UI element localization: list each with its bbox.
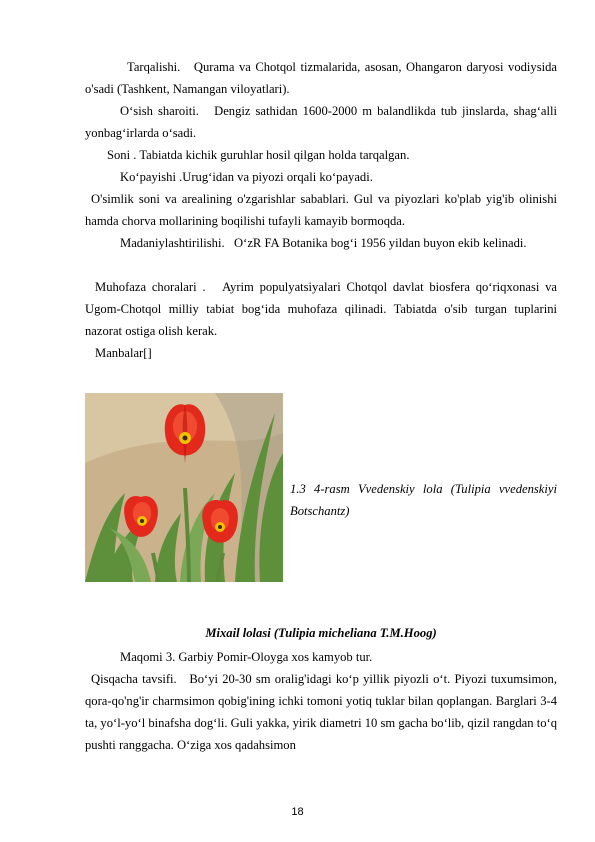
text-distribution: Qurama va Chotqol tizmalarida, asosan, Ohangaron daryosi vodiysida o'sadi (Tashkent, Namangan viloyatlari).: [85, 60, 557, 96]
page-number: 18: [291, 806, 304, 818]
tulip-photo: [85, 393, 283, 582]
paragraph-growth-conditions: [85, 100, 557, 144]
label-short-description: Qisqacha tavsifi.: [91, 672, 177, 686]
text-protection: Ayrim populyatsiyalari Chotqol davlat biosfera qo‘riqxonasi va Ugom-Chotqol milliy tabiat bog‘ida muhofaza qilinadi. Tabiatda o'sib turgan tuplarini nazorat ostiga olish kerak.: [85, 280, 557, 338]
text-cultivation: O‘zR FA Botanika bog‘i 1956 yildan buyon ekib kelinadi.: [234, 236, 527, 250]
paragraph-propagation: Ko‘payishi .Urug‘idan va piyozi orqali ko‘payadi.: [120, 170, 373, 184]
paragraph-distribution: [85, 56, 557, 100]
label-growth-conditions: O‘sish sharoiti.: [120, 104, 199, 118]
label-cultivation: Madaniylashtirilishi.: [120, 236, 225, 250]
text-growth-conditions: Dengiz sathidan 1600-2000 m balandlikda tub jinslarda, shag‘alli yonbag‘irlarda o‘sadi.: [85, 104, 557, 140]
tulip-illustration: [85, 393, 283, 582]
paragraph-decline-causes: O'simlik soni va arealining o'zgarishlar sabablari. Gul va piyozlari ko'plab yig'ib olinishi hamda chorva mollarining boqilishi tufayli kamayib bormoqda.: [85, 192, 557, 228]
paragraph-cultivation: [85, 232, 557, 254]
paragraph-sources: Manbalar[]: [95, 346, 152, 360]
paragraph-short-description: [85, 668, 557, 756]
section-heading: Mixail lolasi (Tulipia micheliana T.M.Hoog): [205, 626, 437, 640]
text-short-description: Bo‘yi 20-30 sm oralig'idagi ko‘p yillik piyozli o‘t. Piyozi tuxumsimon, qora-qo'ng'ir charmsimon qobig'ining ichki tomoni yotiq tuklar bilan qoplangan. Barglari 3-4 ta, yo‘l-yo‘l binafsha dog‘li. Guli yakka, yirik diametri 10 sm gacha bo‘lib, qizil rangdan to‘q pushti ranggacha. O‘ziga xos qadahsimon: [85, 672, 557, 752]
figure-caption: 1.3 4-rasm Vvedenskiy lola (Tulipia vvedenskiyi Botschantz): [290, 482, 557, 518]
paragraph-count: Soni . Tabiatda kichik guruhlar hosil qilgan holda tarqalgan.: [107, 148, 410, 162]
paragraph-protection: [85, 276, 557, 342]
paragraph-status: Maqomi 3. Garbiy Pomir-Oloyga xos kamyob tur.: [120, 650, 373, 664]
label-protection: Muhofaza choralari .: [95, 280, 206, 294]
label-distribution: Tarqalishi.: [127, 60, 181, 74]
